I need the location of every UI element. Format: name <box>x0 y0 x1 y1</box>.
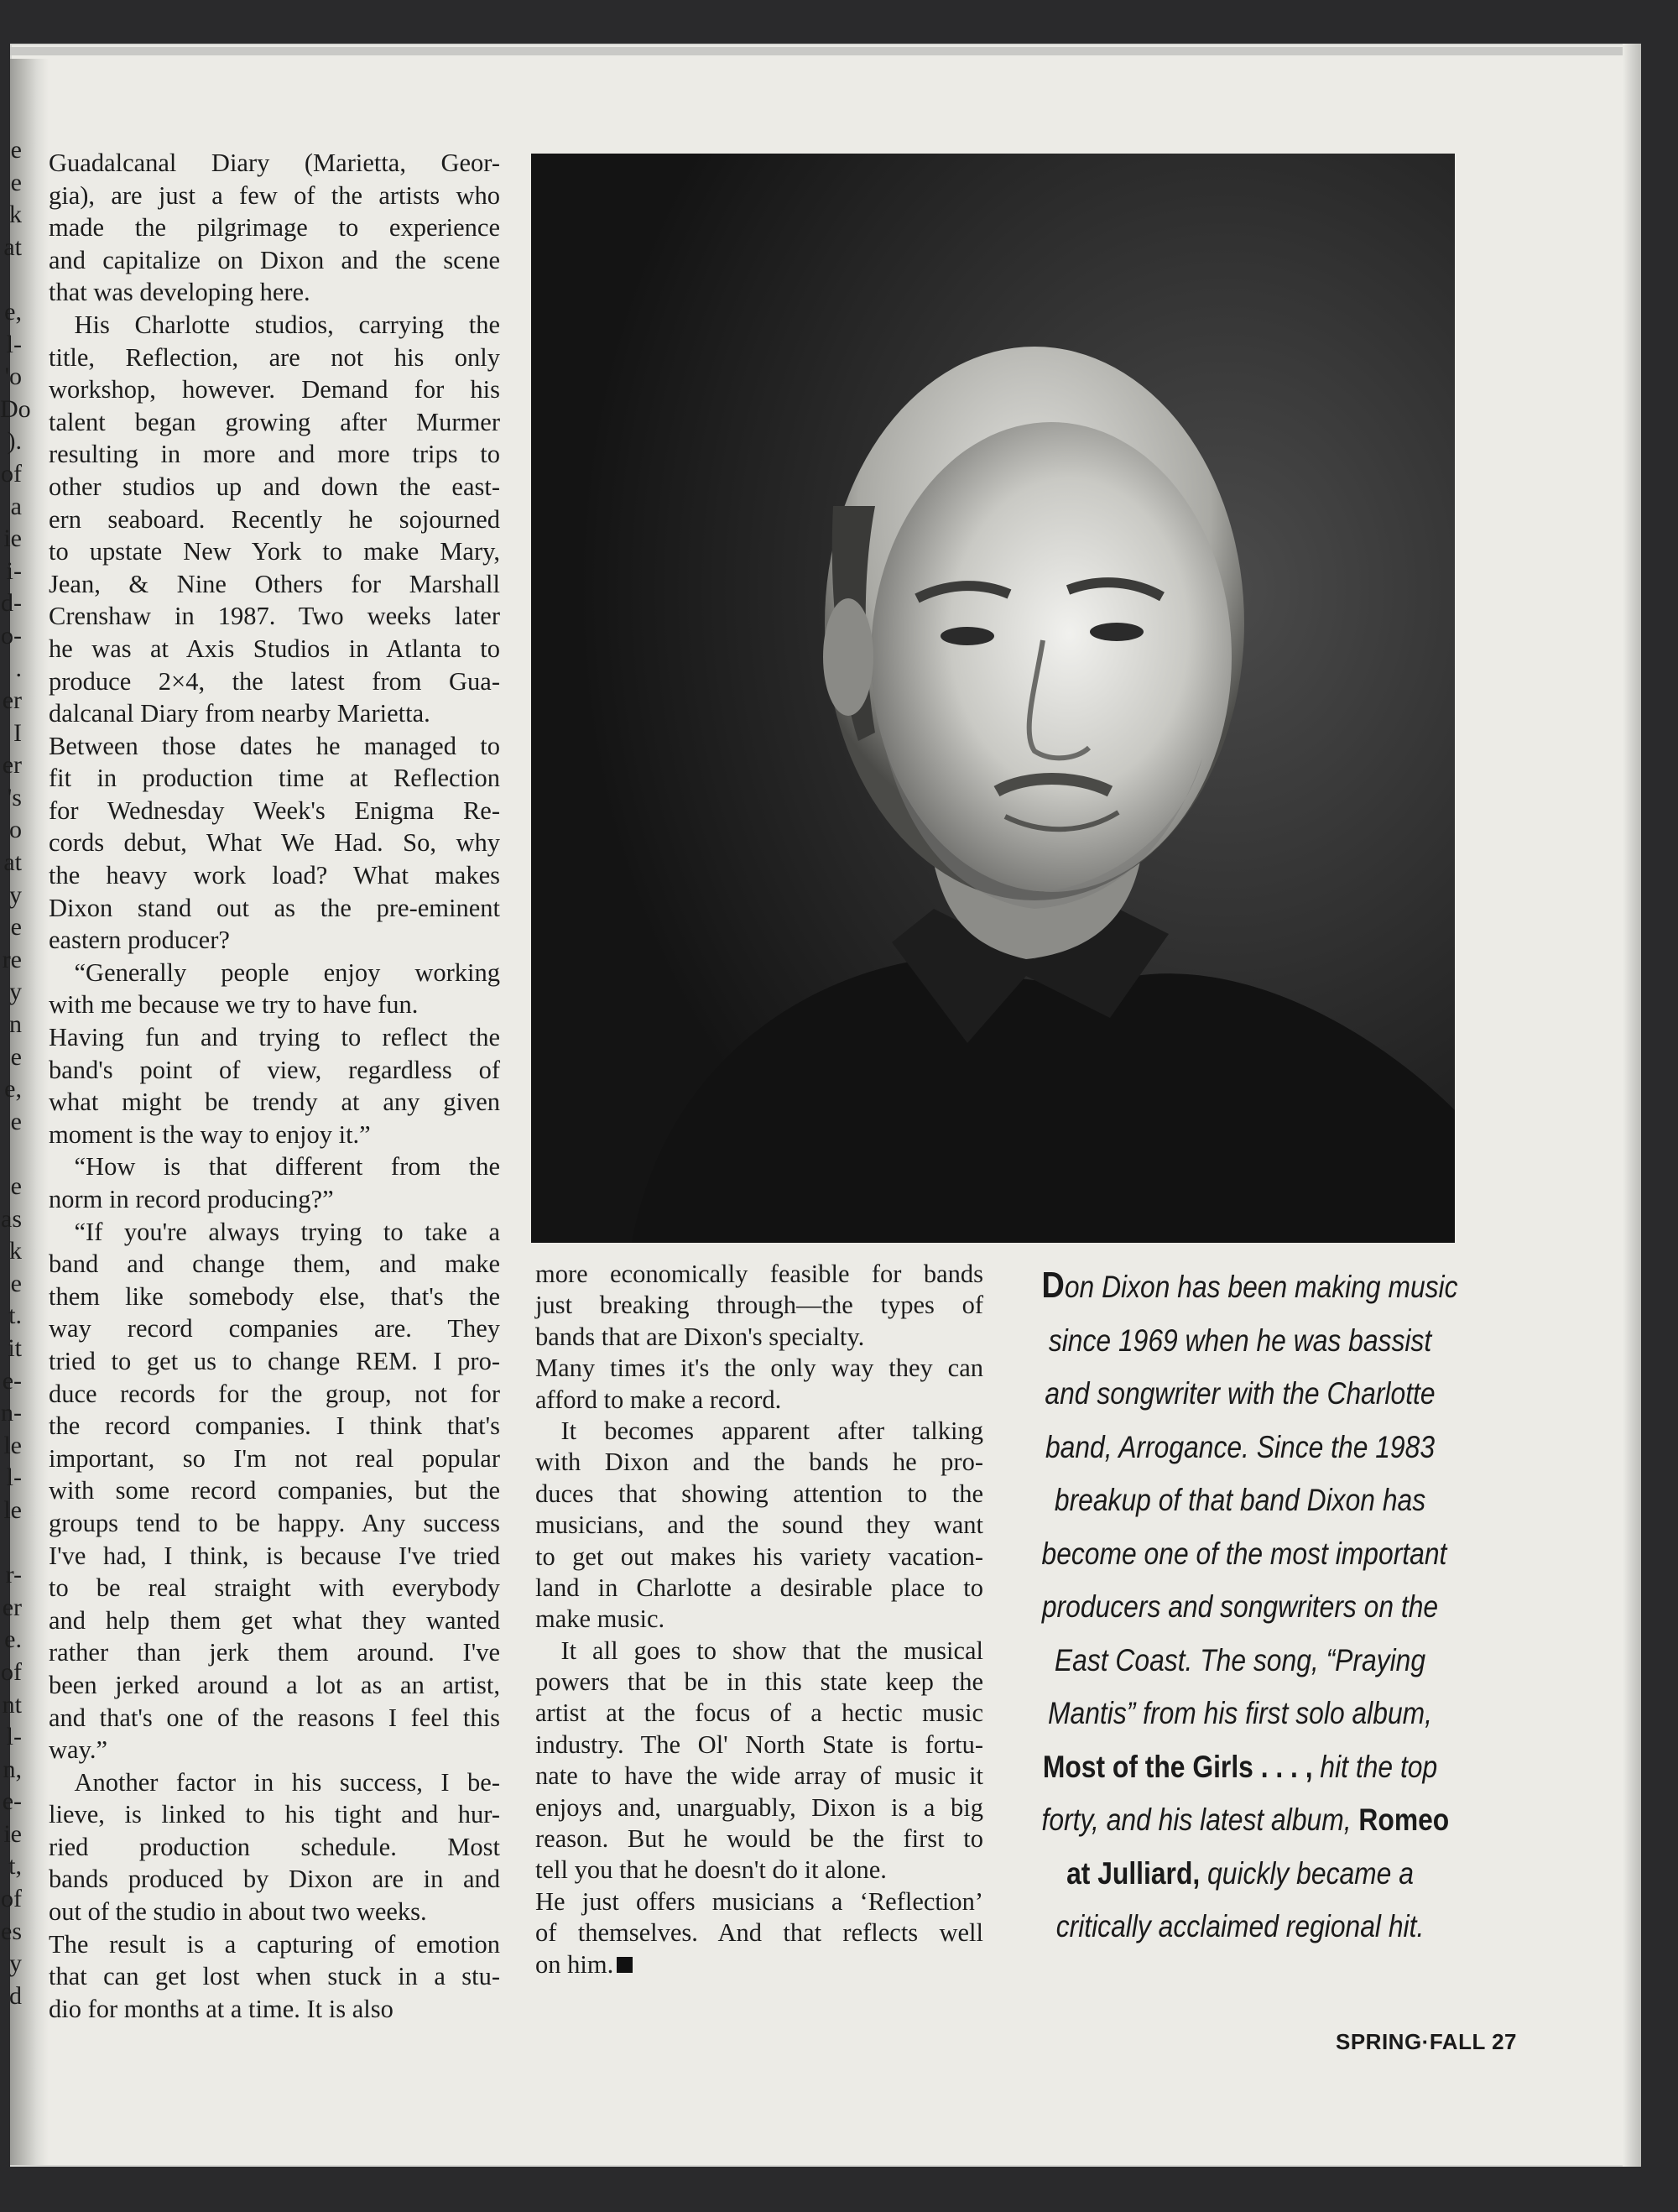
text-line: lieve, is linked to his tight and hur- <box>49 1800 500 1829</box>
text-line: duce records for the group, not for <box>49 1379 500 1408</box>
caption-line: become one of the most important <box>1041 1536 1447 1571</box>
previous-page-fragment: Do <box>0 394 31 423</box>
text-line: duces that showing attention to the <box>535 1479 983 1508</box>
previous-page-fragment: e- <box>2 1787 22 1816</box>
text-line: to upstate New York to make Mary, <box>49 537 500 566</box>
previous-page-fragment: e <box>10 1042 22 1071</box>
previous-page-fragment: 's <box>7 783 22 811</box>
text-line: more economically feasible for bands <box>535 1260 983 1288</box>
text-line: them like somebody else, that's the <box>49 1281 500 1311</box>
text-line: land in Charlotte a desirable place to <box>535 1573 983 1602</box>
previous-page-fragment: er <box>2 751 22 780</box>
text-line: way.” <box>49 1735 107 1765</box>
previous-page-fragment: of <box>1 1885 22 1913</box>
caption-line: quickly became a <box>1200 1855 1414 1891</box>
previous-page-fragment: e <box>10 136 22 164</box>
previous-page-fragment: e. <box>4 1625 22 1654</box>
caption-line: since 1969 when he was bassist <box>1048 1323 1432 1358</box>
previous-page-fragment: er <box>2 1593 22 1621</box>
text-line: Dixon stand out as the pre-eminent <box>49 893 500 922</box>
text-line: with some record companies, but the <box>49 1476 500 1505</box>
previous-page-fragment: k <box>9 201 22 229</box>
text-line: workshop, however. Demand for his <box>49 375 500 404</box>
previous-page-fragment: e, <box>4 297 22 326</box>
previous-page-fragment: . <box>15 654 22 682</box>
text-line: title, Reflection, are not his only <box>49 342 500 372</box>
previous-page-fragment: t. <box>8 1302 22 1330</box>
text-line: produce 2×4, the latest from Gua- <box>49 666 500 696</box>
text-line: dio for months at a time. It is also <box>49 1994 393 2023</box>
previous-page-fragment: er <box>2 686 22 715</box>
text-line: the record companies. I think that's <box>49 1411 500 1441</box>
photo-caption <box>1041 1259 1458 1954</box>
album-title-at-julliard: at Julliard, <box>1066 1855 1201 1891</box>
previous-page-fragment: d <box>9 1981 22 2010</box>
text-line: and help them get what they wanted <box>49 1605 500 1635</box>
text-line: ern seaboard. Recently he sojourned <box>49 504 500 534</box>
text-line: musicians, and the sound they want <box>535 1510 983 1540</box>
text-line: been jerked around a lot as an artist, <box>49 1670 500 1699</box>
text-line: “Generally people enjoy working <box>49 957 500 987</box>
text-line: cords debut, What We Had. So, why <box>49 828 500 858</box>
previous-page-fragment: i- <box>6 556 22 585</box>
text-line: He just offers musicians a ‘Reflection’ <box>535 1886 983 1916</box>
previous-page-fragment: 'o <box>4 363 22 391</box>
caption-line: forty, and his latest album, <box>1041 1802 1359 1837</box>
previous-page-fragment: d- <box>1 589 22 618</box>
text-line: The result is a capturing of emotion <box>49 1929 500 1959</box>
text-line: His Charlotte studios, carrying the <box>49 310 500 339</box>
text-line: important, so I'm not real popular <box>49 1443 500 1473</box>
text-line: with Dixon and the bands he pro- <box>535 1448 983 1477</box>
caption-line: critically acclaimed regional hit. <box>1055 1909 1425 1943</box>
text-line: reason. But he would be the first to <box>535 1824 983 1854</box>
previous-page-fragment: e, <box>4 1075 22 1103</box>
caption-line: breakup of that band Dixon has <box>1054 1483 1426 1517</box>
text-line: I've had, I think, is because I've tried <box>49 1541 500 1570</box>
previous-page-fragment: r- <box>5 1561 22 1589</box>
end-of-article-mark <box>617 1957 633 1973</box>
text-line: on him. <box>535 1949 983 1980</box>
text-line: It becomes apparent after talking <box>535 1416 983 1445</box>
previous-page-fragment: l- <box>6 1723 22 1751</box>
previous-page-fragment: I <box>13 718 22 747</box>
previous-page-fragment: le <box>3 1431 22 1459</box>
text-line: Jean, & Nine Others for Marshall <box>49 569 500 598</box>
previous-page-fragment: ie <box>3 524 22 553</box>
previous-page-fragment: k <box>9 1237 22 1265</box>
text-line: that can get lost when stuck in a stu- <box>49 1962 500 1991</box>
text-line: just breaking through—the types of <box>535 1291 983 1320</box>
previous-page-fragment: t, <box>8 1852 22 1881</box>
previous-page-fragment: es <box>1 1917 22 1945</box>
text-line: fit in production time at Reflection <box>49 764 500 793</box>
previous-page-fragment: y <box>9 978 22 1006</box>
previous-page-fragment <box>0 1527 22 1560</box>
text-line: eastern producer? <box>49 926 230 955</box>
article-left-column <box>49 147 500 2025</box>
text-line: Between those dates he managed to <box>49 731 500 760</box>
text-line: make music. <box>535 1604 665 1634</box>
caption-line: hit the top <box>1312 1749 1438 1784</box>
text-line: made the pilgrimage to experience <box>49 213 500 243</box>
caption-line: on Dixon has been making music <box>1064 1270 1458 1304</box>
caption-line: producers and songwriters on the <box>1041 1589 1439 1624</box>
text-line: rather than jerk them around. I've <box>49 1638 500 1667</box>
text-line: powers that be in this state keep the <box>535 1667 983 1697</box>
previous-page-fragment: of <box>1 1657 22 1686</box>
text-line: “If you're always trying to take a <box>49 1217 500 1246</box>
text-line: band's point of view, regardless of <box>49 1055 500 1084</box>
text-line: to get out makes his variety vacation- <box>535 1542 983 1571</box>
text-line: that was developing here. <box>49 278 310 307</box>
album-title-romeo: Romeo <box>1358 1802 1450 1837</box>
previous-page-fragment <box>0 263 22 296</box>
text-line: and capitalize on Dixon and the scene <box>49 245 500 274</box>
text-line: Another factor in his success, I be- <box>49 1767 500 1797</box>
caption-line: Mantis” from his first solo album, <box>1048 1696 1432 1730</box>
previous-page-fragment: n <box>9 1010 22 1039</box>
caption-line: East Coast. The song, “Praying <box>1054 1642 1426 1677</box>
text-line: Crenshaw in 1987. Two weeks later <box>49 602 500 631</box>
previous-page-fragment: y <box>9 880 22 909</box>
text-line: nate to have the wide array of music it <box>535 1761 983 1791</box>
text-line: Having fun and trying to reflect the <box>49 1023 500 1052</box>
previous-page-fragment: e <box>10 168 22 196</box>
text-line: enjoys and, unarguably, Dixon is a big <box>535 1792 983 1822</box>
previous-page-fragment: e <box>10 913 22 942</box>
text-line: It all goes to show that the musical <box>535 1636 983 1665</box>
portrait-photo <box>531 154 1455 1243</box>
text-line: tell you that he doesn't do it alone. <box>535 1855 887 1885</box>
previous-page-column-fragments <box>0 134 31 2012</box>
text-line: he was at Axis Studios in Atlanta to <box>49 634 500 663</box>
previous-page-fragment: at <box>3 848 22 877</box>
text-line: tried to get us to change REM. I pro- <box>49 1346 500 1375</box>
previous-page-fragment: e- <box>2 1366 22 1395</box>
previous-page-fragment: re <box>2 945 22 973</box>
page-folio: SPRING·FALL 27 <box>1336 2029 1518 2054</box>
previous-page-fragment: n- <box>1 1399 22 1427</box>
page-right-edge <box>1623 44 1641 2167</box>
text-line: with me because we try to have fun. <box>49 990 419 1020</box>
page-top-edge <box>10 47 1641 55</box>
previous-page-fragment <box>0 1138 22 1171</box>
previous-page-fragment: o- <box>1 621 22 650</box>
text-line: bands produced by Dixon are in and <box>49 1865 500 1894</box>
album-title-most-of-the-girls: Most of the Girls . . . , <box>1042 1749 1313 1784</box>
previous-page-fragment: nt <box>2 1690 22 1719</box>
caption-line: band, Arrogance. Since the 1983 <box>1045 1429 1436 1464</box>
text-line: dalcanal Diary from nearby Marietta. <box>49 699 430 728</box>
text-line: band and change them, and make <box>49 1249 500 1279</box>
previous-page-fragment: at <box>3 232 22 261</box>
text-line: talent began growing after Murmer <box>49 407 500 436</box>
text-line: gia), are just a few of the artists who <box>49 180 500 210</box>
text-line: resulting in more and more trips to <box>49 440 500 469</box>
text-line: groups tend to be happy. Any success <box>49 1508 500 1537</box>
previous-page-fragment: e <box>10 1107 22 1135</box>
text-line: other studios up and down the east- <box>49 472 500 501</box>
previous-page-fragment: a <box>10 492 22 520</box>
previous-page-fragment: l- <box>6 330 22 358</box>
previous-page-fragment: as <box>1 1204 22 1233</box>
previous-page-fragment: e <box>10 1172 22 1200</box>
previous-page-fragment: it <box>8 1333 22 1362</box>
previous-page-fragment: ). <box>7 427 22 456</box>
text-line: what might be trendy at any given <box>49 1088 500 1117</box>
previous-page-fragment: o <box>9 816 22 844</box>
text-line: afford to make a record. <box>535 1385 782 1414</box>
text-line: moment is the way to enjoy it.” <box>49 1119 371 1149</box>
text-line: ried production schedule. Most <box>49 1832 500 1861</box>
text-line: norm in record producing?” <box>49 1185 334 1213</box>
text-line: way record companies are. They <box>49 1314 500 1343</box>
previous-page-fragment: n, <box>3 1755 22 1783</box>
text-line: the heavy work load? What makes <box>49 861 500 890</box>
text-line: “How is that different from the <box>49 1152 500 1182</box>
caption-line: and songwriter with the Charlotte <box>1045 1376 1436 1411</box>
article-middle-column <box>535 1259 983 1980</box>
text-line: of themselves. And that reflects well <box>535 1918 983 1948</box>
previous-page-fragment: e <box>10 1269 22 1297</box>
text-line: bands that are Dixon's specialty. <box>535 1322 865 1351</box>
previous-page-fragment: l- <box>6 1463 22 1492</box>
text-line: for Wednesday Week's Enigma Re- <box>49 796 500 825</box>
text-line: out of the studio in about two weeks. <box>49 1897 427 1927</box>
caption-drop-letter: D <box>1041 1265 1065 1306</box>
text-line: industry. The Ol' North State is fortu- <box>535 1729 983 1759</box>
previous-page-fragment: le <box>3 1495 22 1524</box>
previous-page-fragment: ie <box>3 1819 22 1848</box>
text-line: to be real straight with everybody <box>49 1573 500 1603</box>
text-line: Many times it's the only way they can <box>535 1354 983 1383</box>
previous-page-fragment: y <box>9 1949 22 1978</box>
text-line: artist at the focus of a hectic music <box>535 1698 983 1728</box>
text-line: Guadalcanal Diary (Marietta, Geor- <box>49 149 500 177</box>
previous-page-fragment: of <box>1 459 22 488</box>
text-line: and that's one of the reasons I feel this <box>49 1703 500 1732</box>
